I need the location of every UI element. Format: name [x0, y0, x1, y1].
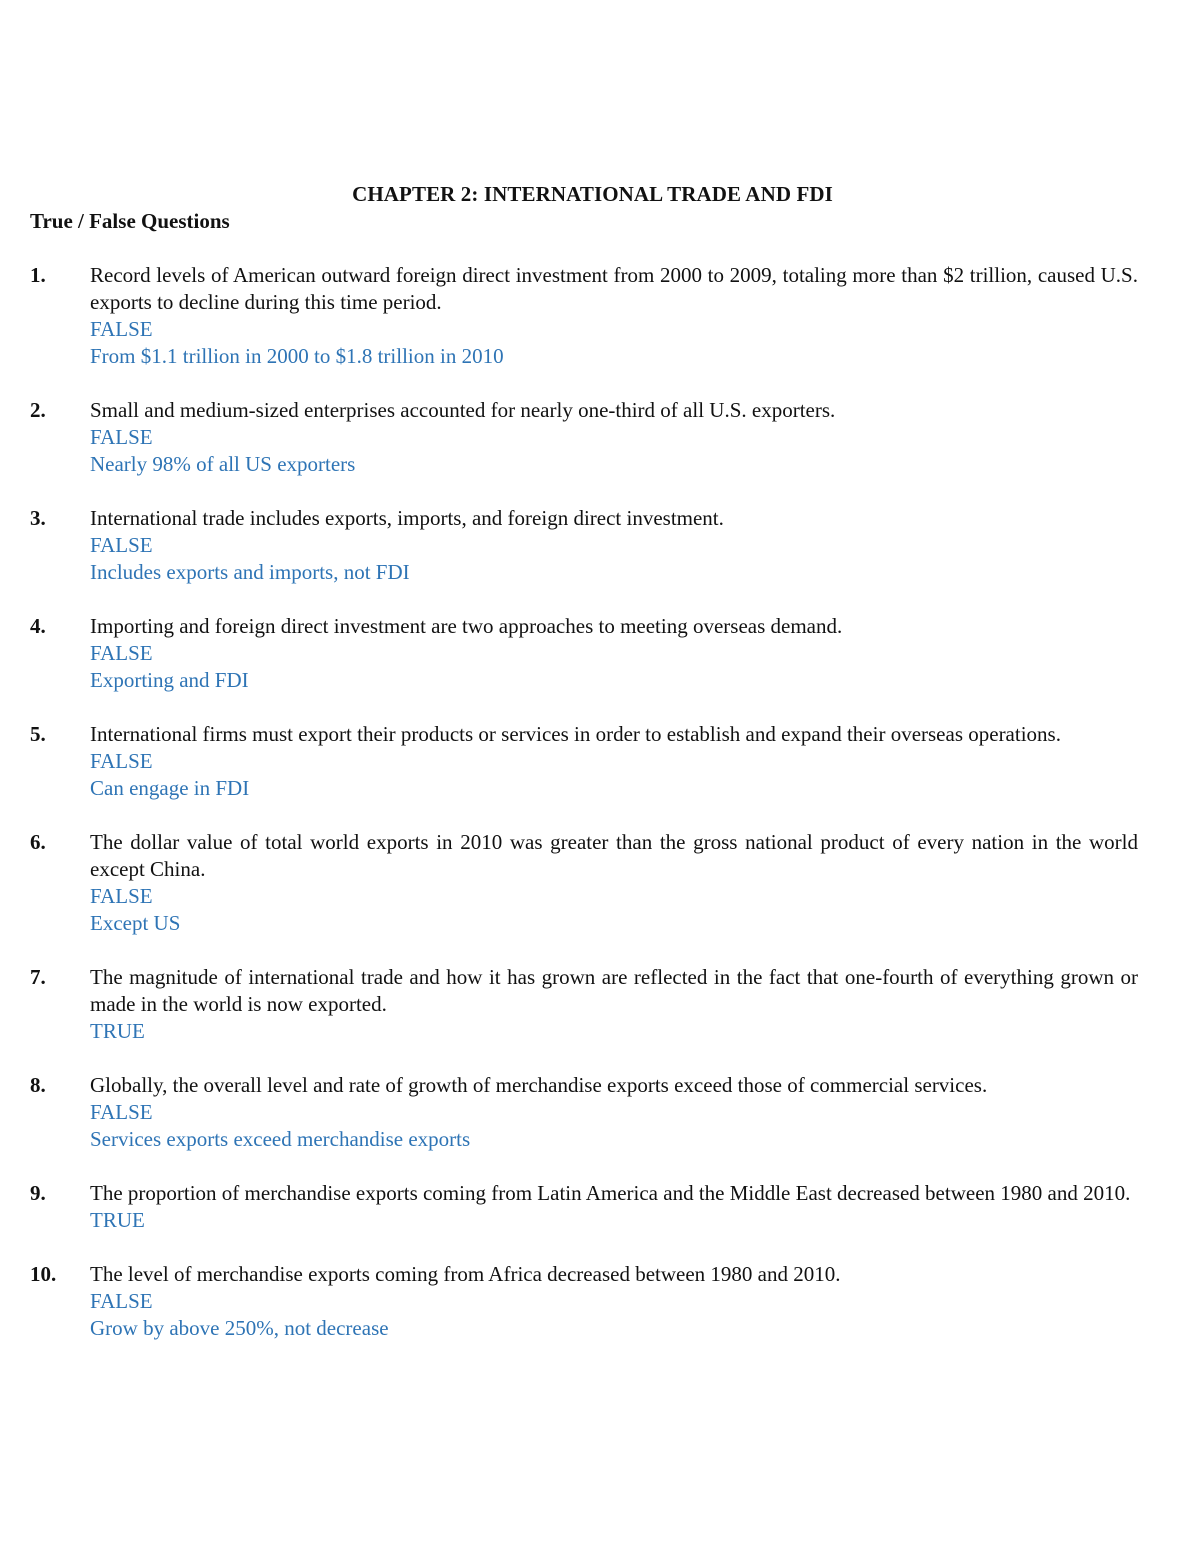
question-body	[90, 1180, 1138, 1234]
question-item	[30, 1261, 1138, 1342]
question-text: The level of merchandise exports coming from Africa decreased between 1980 and 2010.	[90, 1262, 841, 1286]
question-number: 3.	[30, 506, 46, 530]
question-item	[30, 613, 1138, 694]
question-text: The dollar value of total world exports in 2010 was greater than the gross national product of every nation in the world except China.	[90, 830, 1138, 881]
answer-explanation: Can engage in FDI	[90, 776, 250, 800]
question-number: 2.	[30, 398, 46, 422]
question-body	[90, 505, 1138, 586]
question-number: 5.	[30, 722, 46, 746]
question-number: 8.	[30, 1073, 46, 1097]
answer-label: FALSE	[90, 884, 153, 908]
question-text: Importing and foreign direct investment are two approaches to meeting overseas demand.	[90, 614, 843, 638]
question-text: Small and medium-sized enterprises accounted for nearly one-third of all U.S. exporters.	[90, 398, 836, 422]
question-text: International trade includes exports, imports, and foreign direct investment.	[90, 506, 724, 530]
answer-label: FALSE	[90, 749, 153, 773]
answer-label: TRUE	[90, 1208, 145, 1232]
question-number: 1.	[30, 263, 46, 287]
question-number: 4.	[30, 614, 46, 638]
chapter-title: CHAPTER 2: INTERNATIONAL TRADE AND FDI	[352, 182, 833, 206]
question-body	[90, 829, 1138, 937]
question-body	[90, 964, 1138, 1045]
question-body	[90, 1261, 1138, 1342]
question-text: The magnitude of international trade and how it has grown are reflected in the fact that one-fourth of everything grown or made in the world is now exported.	[90, 965, 1138, 1016]
question-body	[90, 721, 1138, 802]
question-item	[30, 829, 1138, 937]
answer-label: FALSE	[90, 317, 153, 341]
answer-label: FALSE	[90, 1289, 153, 1313]
answer-explanation: Except US	[90, 911, 181, 935]
question-item	[30, 505, 1138, 586]
answer-explanation: Grow by above 250%, not decrease	[90, 1316, 389, 1340]
question-text: International firms must export their products or services in order to establish and expand their overseas operations.	[90, 722, 1061, 746]
answer-label: FALSE	[90, 1100, 153, 1124]
question-list	[30, 262, 1138, 1369]
question-item	[30, 964, 1138, 1045]
answer-label: FALSE	[90, 425, 153, 449]
answer-label: FALSE	[90, 533, 153, 557]
answer-explanation: Nearly 98% of all US exporters	[90, 452, 356, 476]
question-text: Record levels of American outward foreign direct investment from 2000 to 2009, totaling more than $2 trillion, caused U.S. exports to decline during this time period.	[90, 263, 1138, 314]
question-number: 9.	[30, 1181, 46, 1205]
question-item	[30, 397, 1138, 478]
question-body	[90, 397, 1138, 478]
answer-explanation: Includes exports and imports, not FDI	[90, 560, 410, 584]
answer-label: TRUE	[90, 1019, 145, 1043]
answer-explanation: Exporting and FDI	[90, 668, 249, 692]
question-number: 7.	[30, 965, 46, 989]
question-number: 6.	[30, 830, 46, 854]
question-body	[90, 1072, 1138, 1153]
question-item	[30, 721, 1138, 802]
question-body	[90, 613, 1138, 694]
question-number: 10.	[30, 1262, 57, 1286]
section-heading: True / False Questions	[30, 209, 230, 233]
question-body	[90, 262, 1138, 370]
question-text: Globally, the overall level and rate of growth of merchandise exports exceed those of commercial services.	[90, 1073, 988, 1097]
question-item	[30, 262, 1138, 370]
answer-explanation: Services exports exceed merchandise exports	[90, 1127, 471, 1151]
answer-label: FALSE	[90, 641, 153, 665]
question-item	[30, 1072, 1138, 1153]
question-text: The proportion of merchandise exports coming from Latin America and the Middle East decreased between 1980 and 2010.	[90, 1181, 1131, 1205]
answer-explanation: From $1.1 trillion in 2000 to $1.8 trillion in 2010	[90, 344, 504, 368]
question-item	[30, 1180, 1138, 1234]
